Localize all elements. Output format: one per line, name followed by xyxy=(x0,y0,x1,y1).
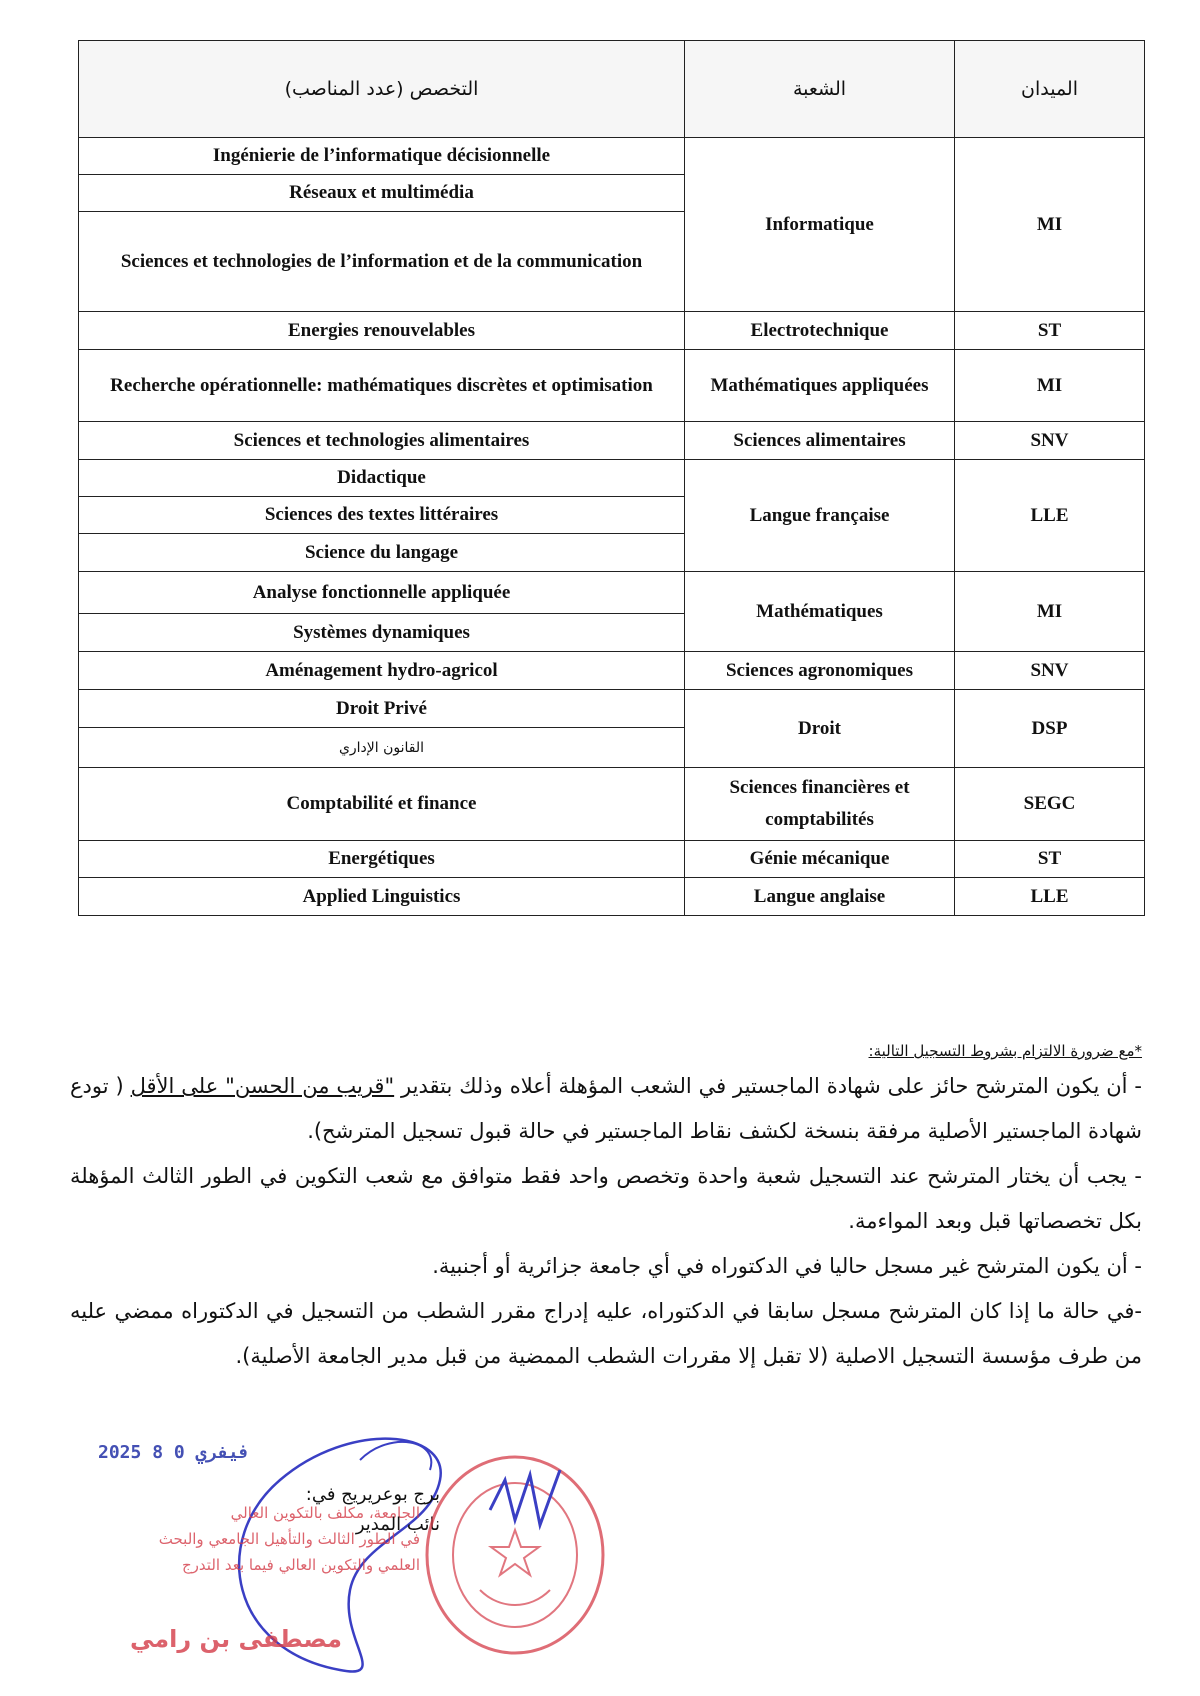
table-row xyxy=(79,690,1145,728)
table-row xyxy=(79,572,1145,614)
branch-cell: Langue française xyxy=(685,460,955,572)
conditions-header: *مع ضرورة الالتزام بشروط التسجيل التالية: xyxy=(868,1042,1142,1060)
specialty-cell: Réseaux et multimédia xyxy=(79,175,685,212)
specialty-cell: Recherche opérationnelle: mathématiques discrètes et optimisation xyxy=(79,350,685,422)
date-stamp: 2025 فيفري 0 8 xyxy=(98,1442,250,1463)
branch-cell: Droit xyxy=(685,690,955,768)
field-cell: MI xyxy=(955,138,1145,312)
table-row xyxy=(79,138,1145,175)
specialty-cell: Energies renouvelables xyxy=(79,312,685,350)
condition-text: ( تودع شهادة الماجستير الأصلية مرفقة بنسخة لكشف نقاط الماجستير في حالة قبول تسجيل المترشح). xyxy=(70,1074,1142,1143)
branch-cell: Langue anglaise xyxy=(685,878,955,916)
specialty-cell: Ingénierie de l’informatique décisionnelle xyxy=(79,138,685,175)
registration-conditions xyxy=(70,1040,1142,1379)
condition-item: - أن يكون المترشح غير مسجل حاليا في الدكتوراه في أي جامعة جزائرية أو أجنبية. xyxy=(432,1254,1142,1278)
stamp-line: العلمي والتكوين العالي فيما بعد التدرج xyxy=(182,1556,420,1574)
signatory-block xyxy=(210,1480,440,1540)
branch-cell: Génie mécanique xyxy=(685,841,955,878)
specialty-cell: Sciences et technologies alimentaires xyxy=(79,422,685,460)
stamp-line: في الطور الثالث والتأهيل الجامعي والبحث xyxy=(158,1530,420,1548)
specialty-cell: Energétiques xyxy=(79,841,685,878)
table-row xyxy=(79,768,1145,841)
field-cell: LLE xyxy=(955,878,1145,916)
table-row xyxy=(79,350,1145,422)
field-cell: MI xyxy=(955,350,1145,422)
specialty-cell: Aménagement hydro-agricol xyxy=(79,652,685,690)
condition-text: - أن يكون المترشح حائز على شهادة الماجستير في الشعب المؤهلة أعلاه وذلك بتقدير xyxy=(394,1074,1142,1098)
signature-location: برج بوعريريج في: xyxy=(305,1484,440,1505)
field-cell: LLE xyxy=(955,460,1145,572)
positions-table xyxy=(78,40,1145,916)
table-row xyxy=(79,841,1145,878)
signatory-title: نائب المدير xyxy=(355,1514,440,1535)
stamp-line: الجامعة، مكلف بالتكوين العالي xyxy=(230,1504,420,1522)
branch-cell: Sciences alimentaires xyxy=(685,422,955,460)
table-row xyxy=(79,422,1145,460)
branch-cell: Sciences financières et comptabilités xyxy=(685,768,955,841)
header-field: الميدان xyxy=(955,41,1145,138)
specialty-cell: Analyse fonctionnelle appliquée xyxy=(79,572,685,614)
official-seal-icon xyxy=(420,1450,610,1660)
field-cell: SNV xyxy=(955,652,1145,690)
branch-cell: Sciences agronomiques xyxy=(685,652,955,690)
specialty-cell: Sciences et technologies de l’information et de la communication xyxy=(79,212,685,312)
branch-cell: Electrotechnique xyxy=(685,312,955,350)
signature-area xyxy=(90,1420,610,1696)
specialty-cell: Science du langage xyxy=(79,534,685,572)
specialty-cell: Sciences des textes littéraires xyxy=(79,497,685,534)
field-cell: MI xyxy=(955,572,1145,652)
signatory-name: مصطفى بن رامي xyxy=(130,1625,342,1653)
specialty-cell: القانون الإداري xyxy=(79,728,685,768)
table-row xyxy=(79,878,1145,916)
table-header-row xyxy=(79,41,1145,138)
specialty-cell: Didactique xyxy=(79,460,685,497)
table-row xyxy=(79,460,1145,497)
table-row xyxy=(79,652,1145,690)
branch-cell: Mathématiques xyxy=(685,572,955,652)
condition-item xyxy=(70,1064,1142,1154)
specialty-cell: Systèmes dynamiques xyxy=(79,614,685,652)
condition-underlined-text: "قريب من الحسن" على الأقل xyxy=(130,1074,395,1098)
branch-cell: Informatique xyxy=(685,138,955,312)
specialty-cell: Droit Privé xyxy=(79,690,685,728)
condition-item: - يجب أن يختار المترشح عند التسجيل شعبة واحدة وتخصص واحد فقط متوافق مع شعب التكوين في الطور الثالث المؤهلة بكل تخصصاتها قبل وبعد المواءمة. xyxy=(70,1164,1142,1233)
specialty-cell: Applied Linguistics xyxy=(79,878,685,916)
header-specialty: التخصص (عدد المناصب) xyxy=(79,41,685,138)
header-branch: الشعبة xyxy=(685,41,955,138)
table-row xyxy=(79,312,1145,350)
positions-table-container xyxy=(78,40,1144,916)
field-cell: ST xyxy=(955,841,1145,878)
condition-item: -في حالة ما إذا كان المترشح مسجل سابقا في الدكتوراه، عليه إدراج مقرر الشطب من التسجيل في الدكتوراه ممضي عليه من طرف مؤسسة التسجيل الاصلية (لا تقبل إلا مقررات الشطب الممضية من قبل مدير الجامعة الأصلية). xyxy=(70,1299,1142,1368)
branch-cell: Mathématiques appliquées xyxy=(685,350,955,422)
field-cell: DSP xyxy=(955,690,1145,768)
specialty-cell: Comptabilité et finance xyxy=(79,768,685,841)
field-cell: ST xyxy=(955,312,1145,350)
field-cell: SEGC xyxy=(955,768,1145,841)
field-cell: SNV xyxy=(955,422,1145,460)
